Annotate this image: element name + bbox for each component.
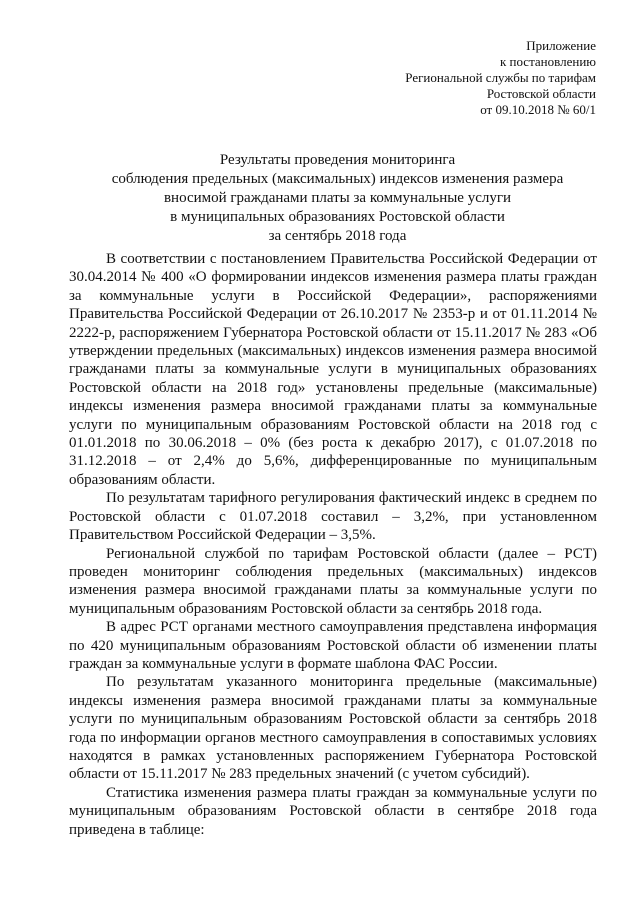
header-line-service: Региональной службы по тарифам [405,70,596,85]
paragraph-statistics-intro: Статистика изменения размера платы граждан за коммунальные услуги по муниципальным образованиям Ростовской области в сентябре 2018 года приведена в таблице: [69,784,597,838]
title-line: Результаты проведения мониторинга [219,152,456,168]
paragraph-results: По результатам указанного мониторинга предельные (максимальные) индексы изменения размера вносимой гражданами платы за коммунальные услуги по муниципальным образованиям Ростовской области за сентябрь 2018 года по информации органов местного самоуправления в сопоставимых условиях находятся в рамках установленных распоряжением Губернатора Ростовской области от 15.11.2017 № 283 предельных значений (с учетом субсидий). [69,674,597,783]
paragraph-monitoring: Региональной службой по тарифам Ростовской области (далее – РСТ) проведен мониторинг соблюдения предельных (максимальных) индексов изменения размера вносимой гражданами платы за коммунальные услуги по муниципальным образованиям Ростовской области за сентябрь 2018 года. [69,545,597,617]
paragraph-information-received: В адрес РСТ органами местного самоуправления представлена информация по 420 муниципальным образованиям Ростовской области об изменении платы граждан за коммунальные услуги в формате шаблона ФАС России. [69,619,597,672]
title-line: соблюдения предельных (максимальных) индексов изменения размера [111,171,564,187]
title-line: в муниципальных образованиях Ростовской области [170,209,505,225]
header-line-to-resolution: к постановлению [499,54,596,69]
title-line: за сентябрь 2018 года [268,228,407,244]
document-body [69,250,597,839]
header-line-date-number: от 09.10.2018 № 60/1 [480,102,596,117]
header-line-region: Ростовской области [486,86,596,101]
paragraph-legal-basis: В соответствии с постановлением Правительства Российской Федерации от 30.04.2014 № 400 «О формировании индексов изменения размера платы граждан за коммунальные услуги в Российской Федерации», распоряжениями Правительства Российской Федерации от 26.10.2017 № 2353-р и от 01.11.2014 № 2222-р, распоряжением Губернатора Ростовской области от 15.11.2017 № 283 «Об утверждении предельных (максимальных) индексов изменения размера вносимой гражданами платы за коммунальные услуги в муниципальных образованиях Ростовской области на 2018 год» установлены предельные (максимальные) индексы изменения размера вносимой гражданами платы за коммунальные услуги по муниципальным образованиям Ростовской области на 2018 год с 01.01.2018 по 30.06.2018 – 0% (без роста к декабрю 2017), с 01.07.2018 по 31.12.2018 – от 2,4% до 5,6%, дифференцированные по муниципальным образованиям области. [69,251,597,488]
header-line-appendix: Приложение [526,38,596,53]
appendix-header [405,38,596,118]
title-line: вносимой гражданами платы за коммунальные услуги [163,190,512,206]
paragraph-actual-index: По результатам тарифного регулирования фактический индекс в среднем по Ростовской области с 01.07.2018 составил – 3,2%, при установленном Правительством Российской Федерации – 3,5%. [69,490,597,544]
document-title [60,151,615,246]
